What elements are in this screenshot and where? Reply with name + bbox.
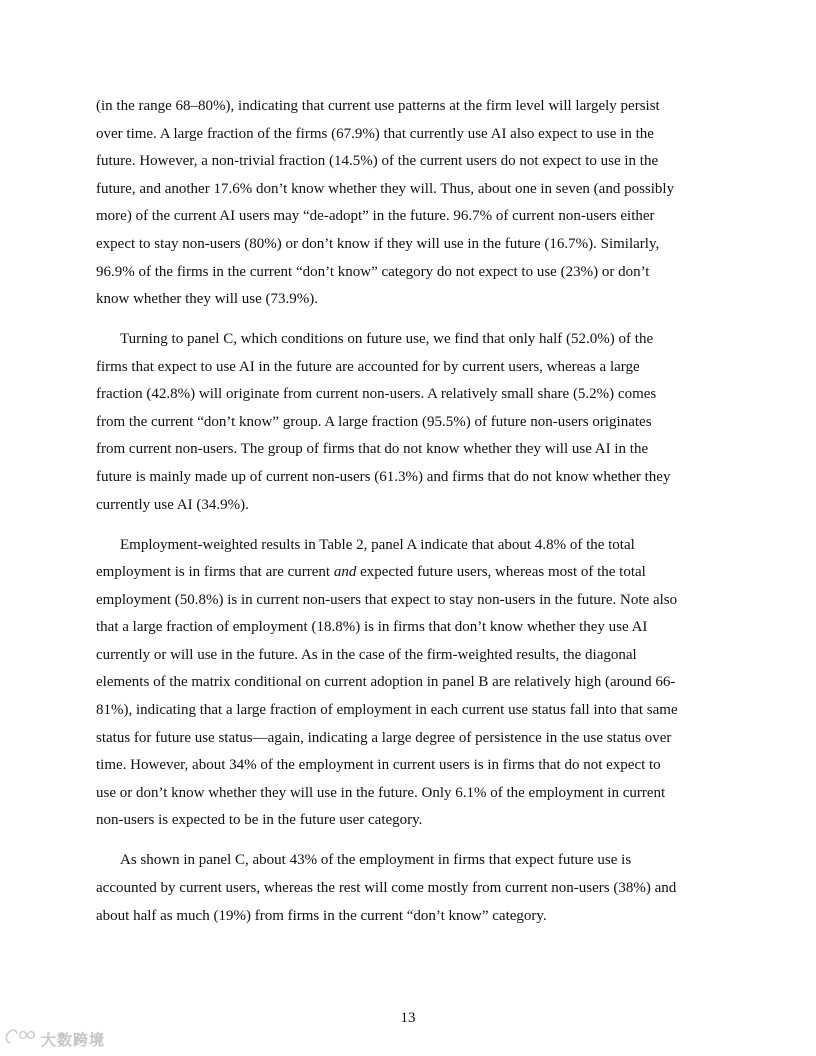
paragraph-line: (in the range 68–80%), indicating that current use patterns at the firm level will largely persist bbox=[96, 98, 660, 114]
paragraph-line: know whether they will use (73.9%). bbox=[96, 291, 319, 308]
paragraph-line: non-users is expected to be in the future user category. bbox=[96, 812, 423, 829]
paragraph-line: Employment-weighted results in Table 2, panel A indicate that about 4.8% of the total bbox=[120, 536, 635, 553]
text-run: expected future users, whereas most of the total bbox=[356, 564, 646, 581]
paragraph-2 bbox=[96, 326, 720, 519]
paragraph-line: use or don’t know whether they will use in the future. Only 6.1% of the employment in current bbox=[96, 784, 666, 801]
text-run: employment is in firms that are current bbox=[96, 564, 334, 581]
paragraph-line: future, and another 17.6% don’t know whether they will. Thus, about one in seven (and possibly bbox=[96, 180, 675, 197]
watermark-text: 大数跨境 bbox=[41, 1030, 106, 1049]
paragraph-line: currently use AI (34.9%). bbox=[96, 496, 249, 513]
paragraph-line: status for future use status—again, indicating a large degree of persistence in the use status over bbox=[96, 729, 672, 746]
paragraph-line: 96.9% of the firms in the current “don’t know” category do not expect to use (23%) or don’t bbox=[96, 263, 650, 280]
paragraph-spacer bbox=[96, 314, 720, 326]
paragraph-line: expect to stay non-users (80%) or don’t know if they will use in the future (16.7%). Similarly, bbox=[96, 235, 660, 252]
paragraph-3 bbox=[96, 532, 720, 836]
paragraph-spacer bbox=[96, 519, 720, 531]
paragraph-line: that a large fraction of employment (18.8%) is in firms that don’t know whether they use AI bbox=[96, 619, 648, 636]
paragraph-line: over time. A large fraction of the firms (67.9%) that currently use AI also expect to use in the bbox=[96, 125, 654, 142]
paragraph-line: about half as much (19%) from firms in the current “don’t know” category. bbox=[96, 907, 547, 924]
paragraph-line: accounted by current users, whereas the rest will come mostly from current non-users (38%) and bbox=[96, 879, 677, 896]
paragraph-line: elements of the matrix conditional on current adoption in panel B are relatively high (around 66- bbox=[96, 674, 676, 691]
paragraph-spacer bbox=[96, 835, 720, 847]
paragraph-line-with-emphasis bbox=[96, 559, 720, 587]
paragraph-line: from current non-users. The group of firms that do not know whether they will use AI in the bbox=[96, 441, 649, 458]
emphasis-text: and bbox=[333, 564, 357, 581]
paragraph-line: firms that expect to use AI in the future are accounted for by current users, whereas a large bbox=[96, 358, 640, 375]
paragraph-line: Turning to panel C, which conditions on future use, we find that only half (52.0%) of the bbox=[120, 331, 654, 348]
paragraph-line: future is mainly made up of current non-users (61.3%) and firms that do not know whether they bbox=[96, 469, 671, 486]
paragraph-line: 81%), indicating that a large fraction of employment in each current use status fall into that same bbox=[96, 702, 678, 719]
paragraph-line: currently or will use in the future. As in the case of the firm-weighted results, the diagonal bbox=[96, 646, 637, 663]
paragraph-4 bbox=[96, 847, 720, 930]
watermark-logo-icon bbox=[4, 1027, 38, 1052]
document-body bbox=[96, 93, 720, 930]
page-number: 13 bbox=[400, 1010, 416, 1026]
watermark bbox=[4, 1027, 105, 1051]
paragraph-1 bbox=[96, 93, 720, 314]
paragraph-line: As shown in panel C, about 43% of the employment in firms that expect future use is bbox=[120, 852, 632, 869]
paragraph-line: time. However, about 34% of the employment in current users is in firms that do not expect to bbox=[96, 757, 661, 774]
paragraph-line: from the current “don’t know” group. A large fraction (95.5%) of future non-users originates bbox=[96, 413, 652, 430]
paragraph-line: more) of the current AI users may “de-adopt” in the future. 96.7% of current non-users either bbox=[96, 208, 655, 225]
paragraph-line: employment (50.8%) is in current non-users that expect to stay non-users in the future. Note also bbox=[96, 591, 678, 608]
paragraph-line: future. However, a non-trivial fraction (14.5%) of the current users do not expect to use in the bbox=[96, 153, 659, 170]
paragraph-line: fraction (42.8%) will originate from current non-users. A relatively small share (5.2%) comes bbox=[96, 386, 657, 403]
